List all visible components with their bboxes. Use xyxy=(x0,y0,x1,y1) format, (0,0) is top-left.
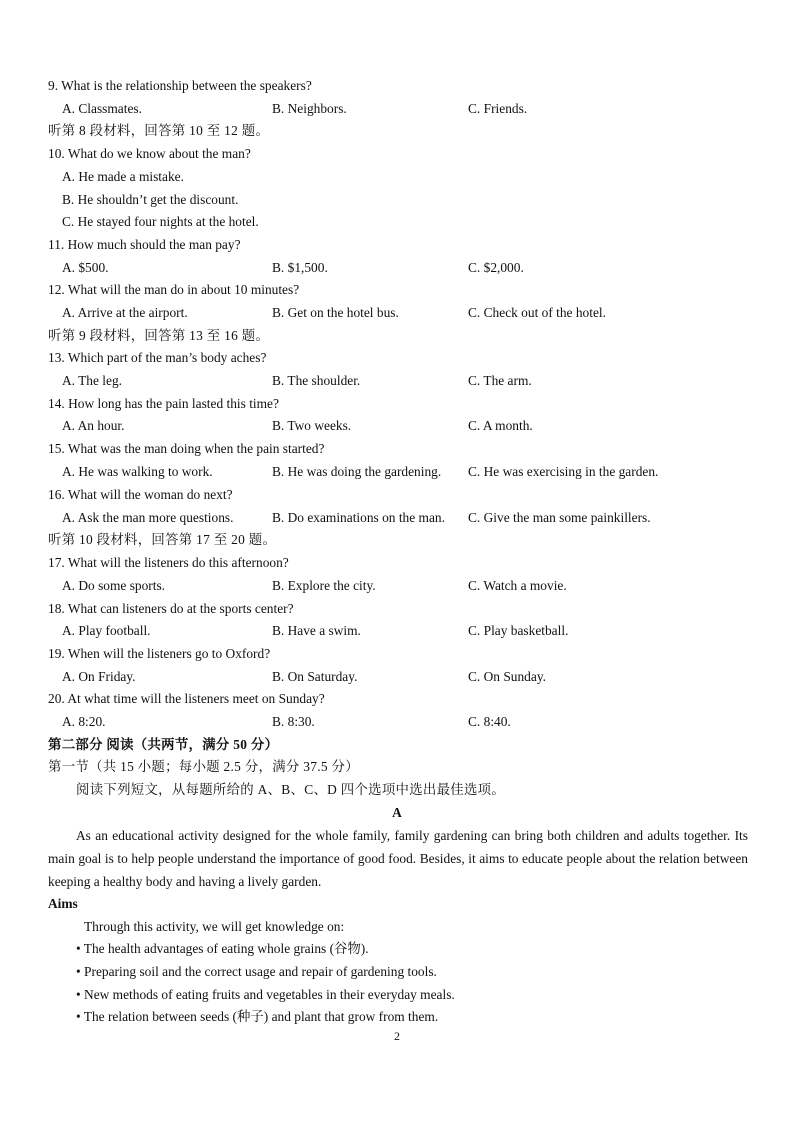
q12-option-a: A. Arrive at the airport. xyxy=(62,305,188,320)
q19-option-c: C. On Sunday. xyxy=(468,669,546,684)
question-12-stem: 12. What will the man do in about 10 minutes? xyxy=(48,282,300,297)
q17-option-c: C. Watch a movie. xyxy=(468,578,567,593)
q9-option-a: A. Classmates. xyxy=(62,101,142,116)
q17-option-a: A. Do some sports. xyxy=(62,578,166,593)
q13-option-b: B. The shoulder. xyxy=(272,373,361,388)
q18-option-b: B. Have a swim. xyxy=(272,623,361,638)
q10-option-a: A. He made a mistake. xyxy=(62,169,184,184)
q11-option-a: A. $500. xyxy=(62,260,109,275)
aims-bullet-4: • The relation between seeds (种子) and plant that grow from them. xyxy=(76,1009,439,1024)
q14-option-c: C. A month. xyxy=(468,418,533,433)
aims-bullet-3: • New methods of eating fruits and vegetables in their everyday meals. xyxy=(76,987,455,1002)
q15-option-b: B. He was doing the gardening. xyxy=(272,464,442,479)
q19-option-b: B. On Saturday. xyxy=(272,669,358,684)
passage-label: A xyxy=(392,805,402,820)
page-number: 2 xyxy=(394,1029,400,1043)
question-13-stem: 13. Which part of the man’s body aches? xyxy=(48,350,267,365)
q15-option-a: A. He was walking to work. xyxy=(62,464,213,479)
q9-option-b: B. Neighbors. xyxy=(272,101,347,116)
question-9-stem: 9. What is the relationship between the speakers? xyxy=(48,78,312,93)
aims-bullet-1: • The health advantages of eating whole grains (谷物). xyxy=(76,941,369,956)
question-19-stem: 19. When will the listeners go to Oxford? xyxy=(48,646,271,661)
q17-option-b: B. Explore the city. xyxy=(272,578,376,593)
part2-title: 第二部分 阅读（共两节，满分 50 分） xyxy=(48,737,279,752)
q18-option-a: A. Play football. xyxy=(62,623,151,638)
q9-option-c: C. Friends. xyxy=(468,101,528,116)
question-15-stem: 15. What was the man doing when the pain started? xyxy=(48,441,325,456)
passage-intro xyxy=(48,824,748,893)
q13-option-a: A. The leg. xyxy=(62,373,122,388)
passage-intro-text: As an educational activity designed for the whole family, family gardening can bring both children and adults together. Its main goal is to help people understand the importance of good food. Besides, it aims to educate people about the relation between keeping a healthy body and having a lively garden. xyxy=(48,828,748,889)
q10-option-c: C. He stayed four nights at the hotel. xyxy=(62,214,259,229)
q12-option-b: B. Get on the hotel bus. xyxy=(272,305,399,320)
section-8-instruction: 听第 8 段材料，回答第 10 至 12 题。 xyxy=(48,123,270,138)
question-10-stem: 10. What do we know about the man? xyxy=(48,146,251,161)
aims-lead: Through this activity, we will get knowledge on: xyxy=(84,919,345,934)
q11-option-b: B. $1,500. xyxy=(272,260,328,275)
q13-option-c: C. The arm. xyxy=(468,373,532,388)
question-18-stem: 18. What can listeners do at the sports center? xyxy=(48,601,294,616)
aims-bullet-2: • Preparing soil and the correct usage and repair of gardening tools. xyxy=(76,964,437,979)
q11-option-c: C. $2,000. xyxy=(468,260,524,275)
q20-option-a: A. 8:20. xyxy=(62,714,106,729)
q14-option-b: B. Two weeks. xyxy=(272,418,352,433)
aims-heading: Aims xyxy=(48,896,78,911)
question-16-stem: 16. What will the woman do next? xyxy=(48,487,233,502)
part2-instruction: 阅读下列短文，从每题所给的 A、B、C、D 四个选项中选出最佳选项。 xyxy=(76,782,506,797)
q16-option-c: C. Give the man some painkillers. xyxy=(468,510,651,525)
q20-option-c: C. 8:40. xyxy=(468,714,511,729)
question-20-stem: 20. At what time will the listeners meet on Sunday? xyxy=(48,691,325,706)
q18-option-c: C. Play basketball. xyxy=(468,623,569,638)
q14-option-a: A. An hour. xyxy=(62,418,125,433)
section-9-instruction: 听第 9 段材料，回答第 13 至 16 题。 xyxy=(48,328,270,343)
q10-option-b: B. He shouldn’t get the discount. xyxy=(62,192,239,207)
q20-option-b: B. 8:30. xyxy=(272,714,315,729)
question-11-stem: 11. How much should the man pay? xyxy=(48,237,241,252)
q19-option-a: A. On Friday. xyxy=(62,669,136,684)
question-17-stem: 17. What will the listeners do this afternoon? xyxy=(48,555,289,570)
section-10-instruction: 听第 10 段材料，回答第 17 至 20 题。 xyxy=(48,532,277,547)
q16-option-b: B. Do examinations on the man. xyxy=(272,510,445,525)
q16-option-a: A. Ask the man more questions. xyxy=(62,510,234,525)
part2-section1: 第一节（共 15 小题；每小题 2.5 分，满分 37.5 分） xyxy=(48,759,359,774)
q15-option-c: C. He was exercising in the garden. xyxy=(468,464,659,479)
question-14-stem: 14. How long has the pain lasted this time? xyxy=(48,396,279,411)
q12-option-c: C. Check out of the hotel. xyxy=(468,305,606,320)
